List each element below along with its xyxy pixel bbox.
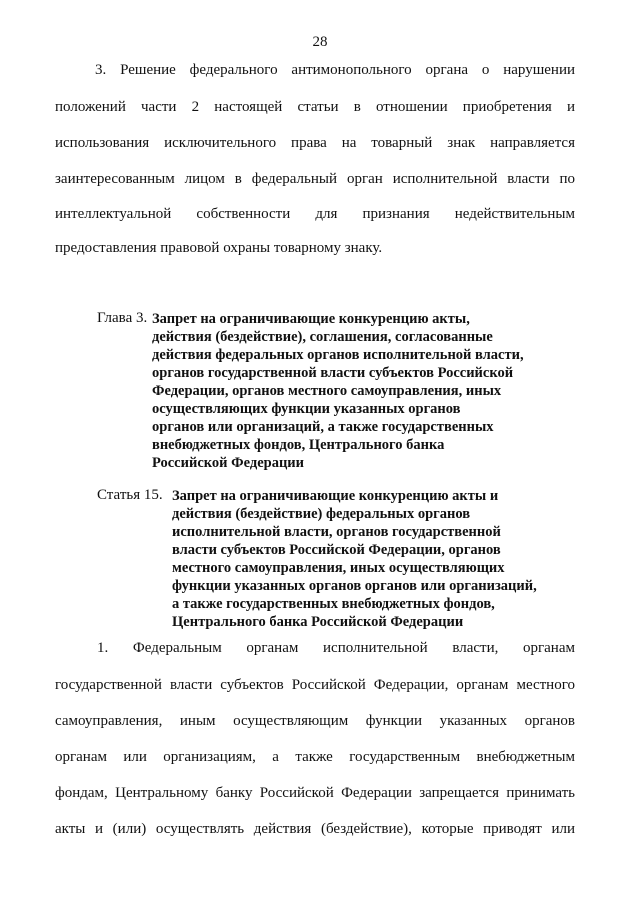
chapter-title-line-9: Российской Федерации: [152, 455, 305, 471]
chapter-title-line-4: органов государственной власти субъектов Российской: [152, 365, 514, 381]
paragraph-1-line-4: органам или организациям, а также государственным внебюджетным: [55, 749, 575, 765]
chapter-title-line-2: действия (бездействие), соглашения, согласованные: [152, 329, 493, 345]
article-title-line-6: функции указанных органов органов или организаций,: [172, 578, 537, 594]
article-title-line-7: а также государственных внебюджетных фондов,: [172, 596, 495, 612]
article-title-line-4: власти субъектов Российской Федерации, органов: [172, 542, 501, 558]
paragraph-1-line-2: государственной власти субъектов Российской Федерации, органам местного: [55, 677, 575, 693]
paragraph-1-line-1: 1. Федеральным органам исполнительной власти, органам: [97, 640, 575, 656]
paragraph-3-line-4: заинтересованным лицом в федеральный орган исполнительной власти по: [55, 171, 575, 187]
chapter-title-line-7: органов или организаций, а также государственных: [152, 419, 494, 435]
article-title-line-1: Запрет на ограничивающие конкуренцию акты и: [172, 488, 499, 504]
chapter-title-line-5: Федерации, органов местного самоуправления, иных: [152, 383, 502, 399]
paragraph-1-line-6: акты и (или) осуществлять действия (бездействие), которые приводят или: [55, 821, 575, 837]
article-title-line-8: Центрального банка Российской Федерации: [172, 614, 464, 630]
paragraph-1-line-5: фондам, Центральному банку Российской Федерации запрещается принимать: [55, 785, 575, 801]
paragraph-3-line-2: положений части 2 настоящей статьи в отношении приобретения и: [55, 99, 575, 115]
chapter-label: Глава 3.: [97, 310, 148, 326]
article-title-line-2: действия (бездействие) федеральных органов: [172, 506, 471, 522]
article-title-line-3: исполнительной власти, органов государственной: [172, 524, 501, 540]
article-label: Статья 15.: [97, 487, 163, 503]
paragraph-3-line-3: использования исключительного права на товарный знак направляется: [55, 135, 575, 151]
chapter-title-line-3: действия федеральных органов исполнительной власти,: [152, 347, 524, 363]
chapter-title-line-6: осуществляющих функции указанных органов: [152, 401, 461, 417]
article-title-line-5: местного самоуправления, иных осуществляющих: [172, 560, 505, 576]
paragraph-3-line-6: предоставления правовой охраны товарному знаку.: [55, 240, 383, 256]
chapter-title-line-8: внебюджетных фондов, Центрального банка: [152, 437, 445, 453]
paragraph-1-line-3: самоуправления, иным осуществляющим функции указанных органов: [55, 713, 575, 729]
chapter-title-line-1: Запрет на ограничивающие конкуренцию акты,: [152, 311, 470, 327]
paragraph-3-line-1: 3. Решение федерального антимонопольного органа о нарушении: [95, 62, 575, 78]
paragraph-3-line-5: интеллектуальной собственности для признания недействительным: [55, 206, 575, 222]
page-number: 28: [312, 34, 328, 50]
